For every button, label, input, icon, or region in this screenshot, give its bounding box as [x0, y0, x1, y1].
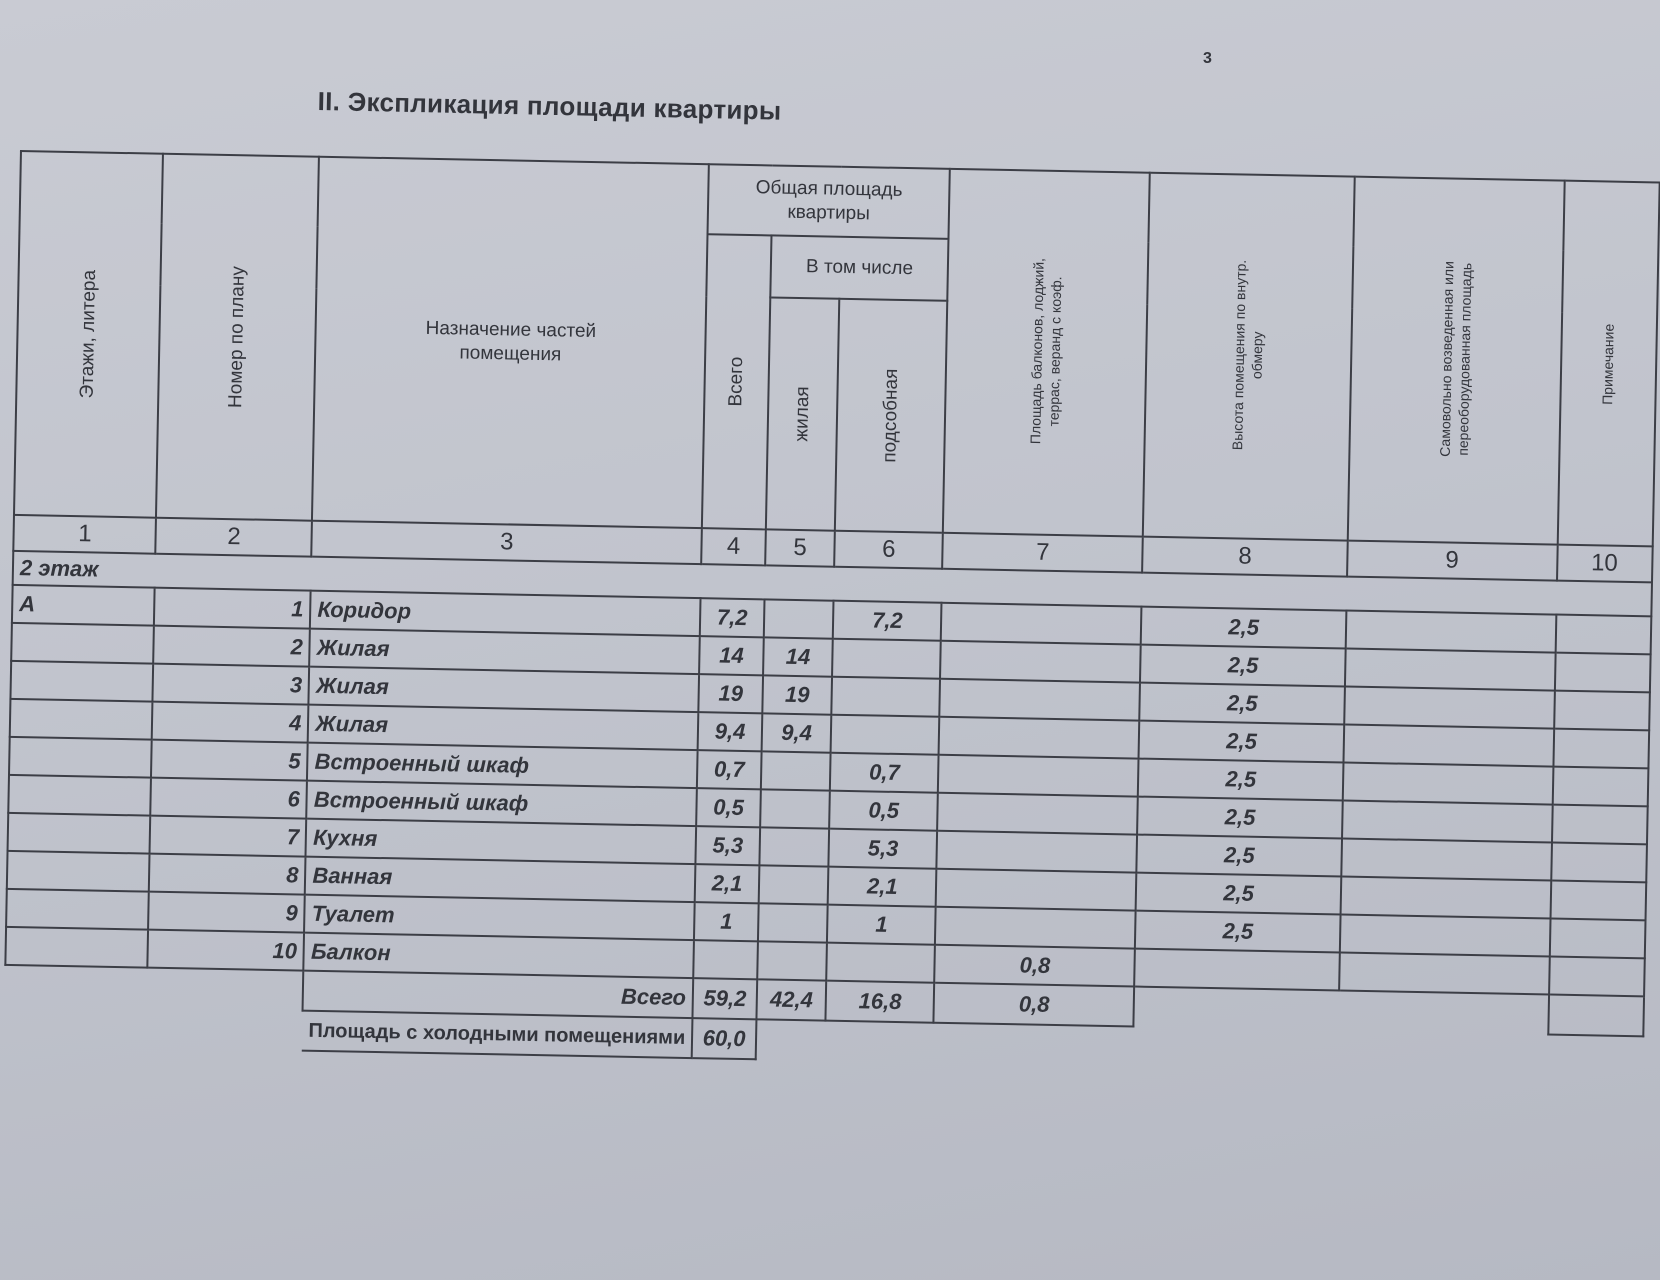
- cell-litera: [8, 813, 151, 854]
- totals-balcony: 0,8: [934, 983, 1135, 1027]
- cell-height: 2,5: [1140, 645, 1345, 687]
- column-number: 7: [942, 533, 1143, 573]
- cell-height: 2,5: [1138, 759, 1343, 801]
- cell-height: 2,5: [1138, 797, 1343, 839]
- cold-area-value: 60,0: [692, 1018, 757, 1059]
- cell-litera: [10, 661, 153, 702]
- cell-note: [1550, 881, 1646, 921]
- cell-living-area: 19: [762, 675, 832, 714]
- cell-litera: [7, 851, 150, 892]
- cell-aux-area: 2,1: [828, 867, 937, 907]
- cell-total-area: 2,1: [695, 864, 760, 903]
- header-room-height: Высота помещения по внутр. обмеру: [1143, 173, 1354, 541]
- cell-plan-number: 3: [153, 664, 310, 705]
- cell-balcony-area: [940, 679, 1141, 721]
- column-number: 8: [1143, 537, 1348, 577]
- cell-height: 2,5: [1140, 683, 1345, 725]
- cell-living-area: [759, 827, 829, 866]
- cell-litera: [9, 737, 152, 778]
- cell-balcony-area: [937, 831, 1138, 873]
- cell-living-area: [761, 751, 831, 790]
- header-unauthorized-area: Самовольно возведенная или переоборудованная площадь: [1348, 177, 1565, 545]
- cell-plan-number: 7: [150, 816, 307, 857]
- cell-litera: [5, 927, 148, 968]
- cell-plan-number: 10: [148, 930, 305, 971]
- cell-plan-number: 9: [149, 892, 306, 933]
- cell-aux-area: 5,3: [829, 829, 938, 869]
- totals-total: 59,2: [693, 978, 758, 1019]
- cell-unauthorized: [1342, 801, 1552, 843]
- explication-table: [3, 150, 1660, 1077]
- cell-note: [1552, 805, 1648, 845]
- cell-unauthorized: [1343, 725, 1553, 767]
- totals-aux: 16,8: [826, 981, 935, 1023]
- cell-unauthorized: [1346, 611, 1556, 653]
- cell-height: 2,5: [1137, 835, 1342, 877]
- cell-unauthorized: [1339, 952, 1549, 994]
- header-plan-number: Номер по плану: [156, 154, 319, 521]
- cell-note: [1552, 767, 1648, 807]
- cell-height: 2,5: [1139, 721, 1344, 763]
- cell-total-area: 9,4: [698, 712, 763, 751]
- cell-note: [1554, 691, 1650, 731]
- totals-living: 42,4: [756, 979, 826, 1020]
- cell-aux-area: 0,7: [830, 753, 939, 793]
- header-living: жилая: [766, 297, 840, 530]
- cell-total-area: 14: [699, 636, 764, 675]
- cell-unauthorized: [1344, 687, 1554, 729]
- cell-aux-area: [826, 943, 935, 983]
- column-number: 1: [13, 515, 156, 554]
- cell-balcony-area: 0,8: [934, 945, 1135, 987]
- header-auxiliary: подсобная: [835, 299, 947, 533]
- cell-living-area: [760, 789, 830, 828]
- cell-room-name: Ванная: [305, 857, 695, 902]
- cell-plan-number: 5: [151, 740, 308, 781]
- cell-note: [1549, 919, 1645, 959]
- cell-unauthorized: [1341, 839, 1551, 881]
- cell-plan-number: 8: [149, 854, 306, 895]
- cell-total-area: 0,5: [696, 788, 761, 827]
- header-floors: Этажи, литера: [14, 151, 163, 518]
- cell-room-name: Жилая: [308, 705, 698, 750]
- column-number: 2: [156, 518, 313, 557]
- column-number: 10: [1557, 545, 1653, 583]
- cell-balcony-area: [937, 793, 1138, 835]
- cell-living-area: 14: [763, 637, 833, 676]
- cell-unauthorized: [1343, 763, 1553, 805]
- header-balcony-area: Площадь балконов, лоджий, террас, веранд с коэф.: [943, 169, 1150, 537]
- cell-unauthorized: [1345, 649, 1555, 691]
- cell-height: 2,5: [1141, 607, 1346, 649]
- totals-label: Всего: [303, 971, 694, 1018]
- page-title: II. Экспликация площади квартиры: [317, 86, 782, 126]
- cell-balcony-area: [935, 907, 1136, 949]
- cell-room-name: Жилая: [309, 667, 699, 712]
- cell-height: 2,5: [1136, 873, 1341, 915]
- header-total: Всего: [702, 234, 771, 529]
- cell-room-name: Встроенный шкаф: [307, 781, 697, 826]
- cell-unauthorized: [1340, 914, 1550, 956]
- cell-aux-area: 1: [827, 905, 936, 945]
- cell-living-area: [764, 599, 834, 638]
- cell-balcony-area: [936, 869, 1137, 911]
- cell-room-name: Встроенный шкаф: [307, 743, 697, 788]
- cell-total-area: 19: [698, 674, 763, 713]
- cell-living-area: [757, 941, 827, 980]
- header-room-purpose-line1: Назначение частей: [425, 318, 597, 343]
- cold-area-label: Площадь с холодными помещениями: [302, 1011, 693, 1058]
- column-number: 6: [834, 531, 943, 569]
- cell-living-area: [759, 865, 829, 904]
- cell-note: [1549, 957, 1645, 997]
- cell-total-area: 0,7: [697, 750, 762, 789]
- column-number: 5: [765, 529, 835, 566]
- cell-note: [1555, 615, 1651, 655]
- floor-label: 2 этаж: [13, 551, 1652, 616]
- cell-room-name: Балкон: [304, 933, 694, 978]
- cell-aux-area: 7,2: [833, 601, 942, 641]
- cell-room-name: Туалет: [304, 895, 694, 940]
- cell-aux-area: [831, 715, 940, 755]
- cell-room-name: Кухня: [306, 819, 696, 864]
- column-number: 9: [1347, 541, 1557, 581]
- cell-note: [1551, 843, 1647, 883]
- cell-litera: [10, 699, 153, 740]
- page-number: 3: [1203, 50, 1212, 67]
- cell-balcony-area: [941, 603, 1142, 645]
- cell-balcony-area: [940, 641, 1141, 683]
- cell-aux-area: 0,5: [829, 791, 938, 831]
- cell-litera: [6, 889, 149, 930]
- header-room-purpose: [312, 157, 709, 528]
- cell-litera: [11, 623, 154, 664]
- header-note: Примечание: [1557, 181, 1659, 547]
- cell-height: 2,5: [1135, 911, 1340, 953]
- totals-note: [1548, 995, 1644, 1037]
- column-number: 3: [312, 521, 702, 564]
- cell-plan-number: 4: [152, 702, 309, 743]
- cell-aux-area: [832, 639, 941, 679]
- cell-note: [1553, 729, 1649, 769]
- cell-total-area: 7,2: [700, 598, 765, 637]
- cell-litera: [8, 775, 151, 816]
- cell-total-area: 1: [694, 902, 759, 941]
- cell-plan-number: 2: [154, 626, 311, 667]
- cell-room-name: Коридор: [310, 591, 700, 636]
- header-total-area-group: Общая площадь квартиры: [708, 164, 950, 239]
- cell-plan-number: 6: [151, 778, 308, 819]
- cell-litera: А: [12, 585, 155, 626]
- cell-living-area: [758, 903, 828, 942]
- cell-note: [1554, 653, 1650, 693]
- cell-total-area: [693, 940, 758, 979]
- explication-sheet: [3, 150, 1660, 1077]
- cell-height: [1135, 949, 1340, 991]
- cell-balcony-area: [938, 755, 1139, 797]
- header-including: В том числе: [770, 235, 948, 300]
- cell-room-name: Жилая: [309, 629, 699, 674]
- cell-aux-area: [832, 677, 941, 717]
- cell-living-area: 9,4: [762, 713, 832, 752]
- cell-unauthorized: [1340, 876, 1550, 918]
- cell-total-area: 5,3: [696, 826, 761, 865]
- cell-plan-number: 1: [154, 588, 311, 629]
- column-number: 4: [701, 528, 766, 565]
- cell-balcony-area: [939, 717, 1140, 759]
- header-room-purpose-line2: помещения: [459, 342, 562, 366]
